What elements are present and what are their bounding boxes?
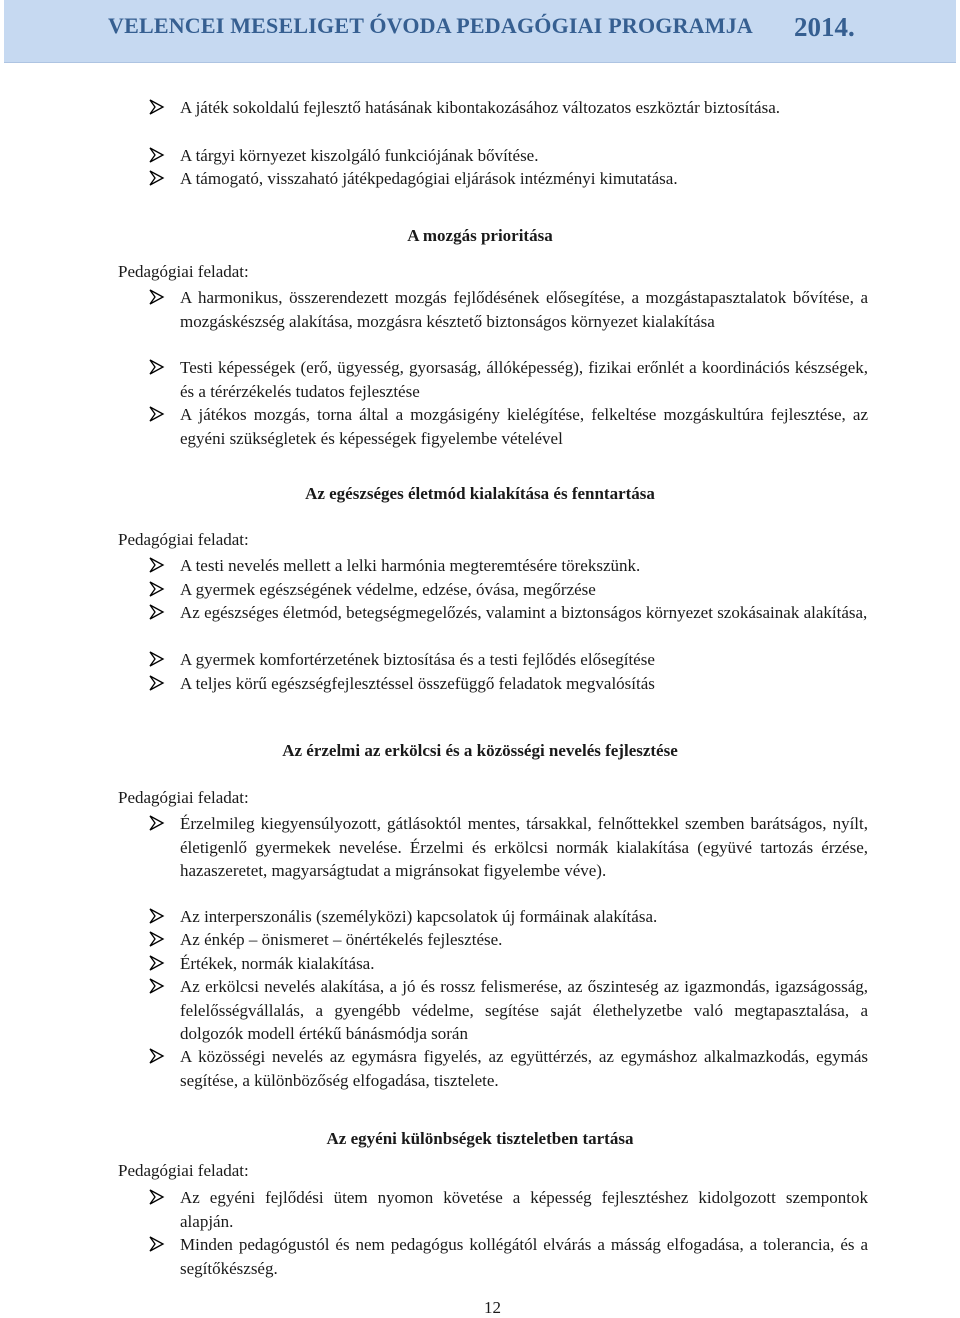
section-bullet: Az erkölcsi nevelés alakítása, a jó és rossz felismerése, az őszinteség az igazmondás, igazságosság, felelősségvállalás, a gyengébb védelme, segítése saját élethelyzetbe való megtapasztalása, a dolgozók modell értékű bánásmódja során	[148, 975, 868, 1046]
section-label: Pedagógiai feladat:	[118, 1161, 249, 1180]
arrow-bullet-icon	[148, 96, 166, 118]
arrow-bullet-icon	[148, 144, 166, 166]
arrow-bullet-icon	[148, 554, 166, 576]
header-title: VELENCEI MESELIGET ÓVODA PEDAGÓGIAI PROGRAMJA	[108, 13, 754, 38]
arrow-bullet-icon	[148, 672, 166, 694]
intro-bullet: A tárgyi környezet kiszolgáló funkciójának bővítése.	[148, 144, 868, 168]
section-bullet: Minden pedagógustól és nem pedagógus kollégától elvárás a másság elfogadása, a tolerancia, és a segítőkészség.	[148, 1233, 868, 1280]
header-year: 2014.	[794, 12, 855, 42]
intro-bullet: A támogató, visszaható játékpedagógiai eljárások intézményi kimutatása.	[148, 167, 868, 191]
section-title: A mozgás prioritása	[407, 226, 553, 245]
section-bullet: Testi képességek (erő, ügyesség, gyorsaság, állóképesség), fizikai erőnlét a koordinációs készségek, és a térérzékelés tudatos fejlesztése	[148, 356, 868, 403]
section-bullet: Az interperszonális (személyközi) kapcsolatok új formáinak alakítása.	[148, 905, 868, 929]
arrow-bullet-icon	[148, 167, 166, 189]
section-bullet: A harmonikus, összerendezett mozgás fejlődésének elősegítése, a mozgástapasztalatok bővítése, a mozgáskészség alakítása, mozgásra késztető biztonságos környezet kialakítása	[148, 286, 868, 333]
section-bullet: A gyermek komfortérzetének biztosítása és a testi fejlődés elősegítése	[148, 648, 868, 672]
section-bullet: Az énkép – önismeret – önértékelés fejlesztése.	[148, 928, 868, 952]
arrow-bullet-icon	[148, 403, 166, 425]
arrow-bullet-icon	[148, 905, 166, 927]
section-bullet: A gyermek egészségének védelme, edzése, óvása, megőrzése	[148, 578, 868, 602]
arrow-bullet-icon	[148, 812, 166, 834]
section-bullet: A játékos mozgás, torna által a mozgásigény kielégítése, felkeltése mozgáskultúra fejlesztése, az egyéni szükségletek és képességek figyelembe vételével	[148, 403, 868, 450]
section-bullet: Érzelmileg kiegyensúlyozott, gátlásoktól mentes, társakkal, felnőttekkel szemben barátságos, nyílt, életigenlő gyermekek nevelése. Érzelmi és erkölcsi normák kialakítása (együvé tartozás érzése, hazaszeretet, magyarságtudat a migránsokat figyelembe véve).	[148, 812, 868, 883]
section-label: Pedagógiai feladat:	[118, 788, 249, 807]
page-header	[4, 0, 956, 63]
section-bullet: A teljes körű egészségfejlesztéssel összefüggő feladatok megvalósítás	[148, 672, 868, 696]
arrow-bullet-icon	[148, 601, 166, 623]
page-number: 12	[484, 1298, 501, 1317]
section-title: Az egyéni különbségek tiszteletben tartása	[326, 1129, 634, 1148]
section-title: Az egészséges életmód kialakítása és fenntartása	[305, 484, 655, 503]
arrow-bullet-icon	[148, 356, 166, 378]
section-bullet: A testi nevelés mellett a lelki harmónia megteremtésére törekszünk.	[148, 554, 868, 578]
arrow-bullet-icon	[148, 975, 166, 997]
intro-bullet: A játék sokoldalú fejlesztő hatásának kibontakozásához változatos eszköztár biztosítása.	[148, 96, 868, 120]
section-label: Pedagógiai feladat:	[118, 262, 249, 281]
arrow-bullet-icon	[148, 578, 166, 600]
arrow-bullet-icon	[148, 928, 166, 950]
section-bullet: A közösségi nevelés az egymásra figyelés, az együttérzés, az egymáshoz alkalmazkodás, egymás segítése, a különbözőség elfogadása, tisztelete.	[148, 1045, 868, 1092]
arrow-bullet-icon	[148, 1186, 166, 1208]
section-bullet: Az egészséges életmód, betegségmegelőzés, valamint a biztonságos környezet szokásainak alakítása,	[148, 601, 868, 625]
section-title: Az érzelmi az erkölcsi és a közösségi nevelés fejlesztése	[282, 741, 678, 760]
arrow-bullet-icon	[148, 1045, 166, 1067]
section-bullet: Értékek, normák kialakítása.	[148, 952, 868, 976]
arrow-bullet-icon	[148, 648, 166, 670]
section-bullet: Az egyéni fejlődési ütem nyomon követése a képesség fejlesztéshez kidolgozott szempontok alapján.	[148, 1186, 868, 1233]
section-label: Pedagógiai feladat:	[118, 530, 249, 549]
arrow-bullet-icon	[148, 286, 166, 308]
arrow-bullet-icon	[148, 1233, 166, 1255]
arrow-bullet-icon	[148, 952, 166, 974]
